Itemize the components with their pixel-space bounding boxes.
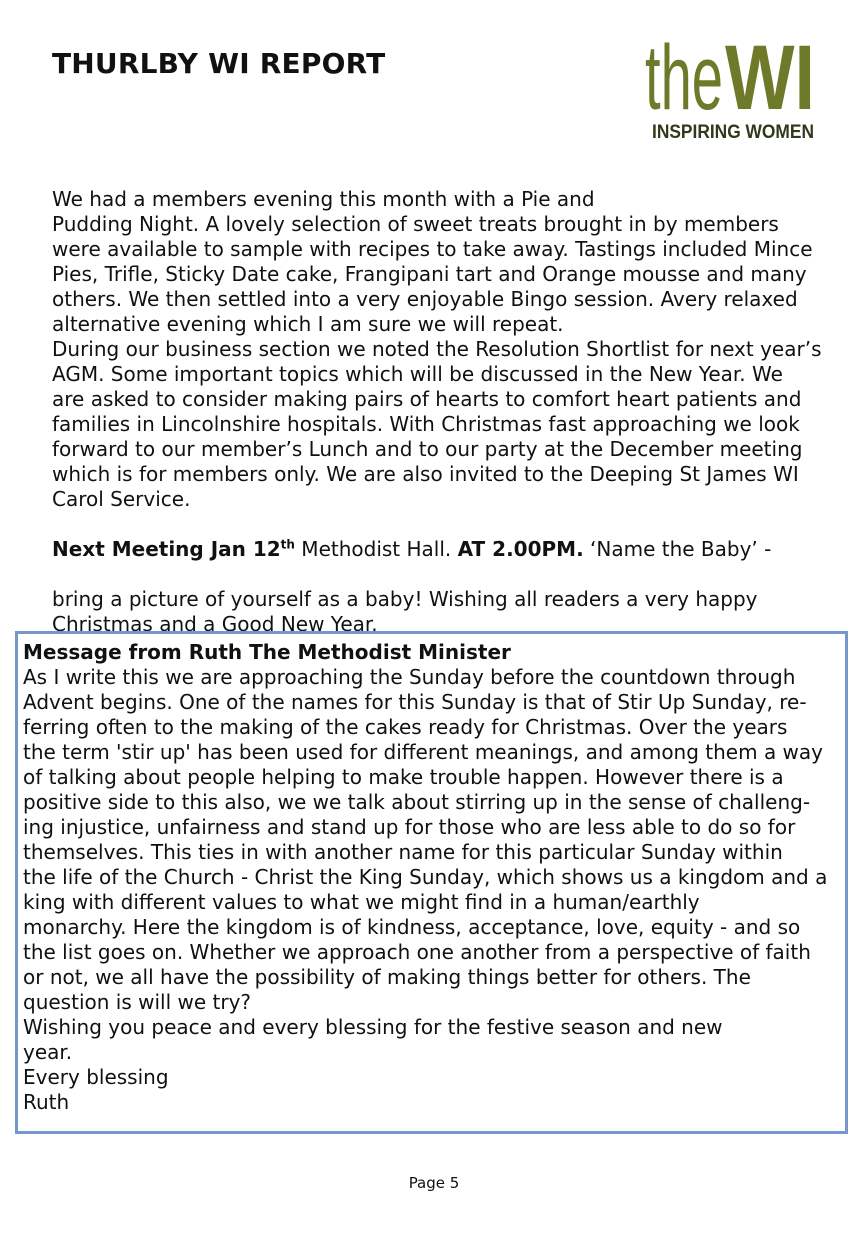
report-line: forward to our member’s Lunch and to our party at the December meeting — [52, 437, 803, 461]
report-line: Carol Service. — [52, 487, 191, 511]
report-title: THURLBY WI REPORT — [52, 47, 386, 80]
message-line: ing injustice, unfairness and stand up for those who are less able to do so for — [23, 815, 796, 839]
next-meeting-label: Next Meeting Jan 12 — [52, 537, 281, 561]
message-line: Every blessing — [23, 1065, 169, 1089]
page-number: Page 5 — [408, 1174, 460, 1192]
message-line: Ruth — [23, 1090, 70, 1114]
report-line: We had a members evening this month with a Pie and — [52, 187, 595, 211]
message-line: the life of the Church - Christ the King Sunday, which shows us a kingdom and a — [23, 865, 828, 889]
message-line: or not, we all have the possibility of making things better for others. The — [23, 965, 751, 989]
report-line: were available to sample with recipes to take away. Tastings included Mince — [52, 237, 813, 261]
message-line: king with different values to what we might find in a human/earthly — [23, 890, 700, 914]
next-meeting-line-cont: Christmas and a Good New Year. — [52, 612, 378, 636]
message-line: year. — [23, 1040, 73, 1064]
next-meeting-continuation — [52, 587, 852, 637]
minister-message — [23, 640, 848, 1115]
next-meeting-line — [52, 537, 852, 562]
message-line: of talking about people helping to make trouble happen. However there is a — [23, 765, 784, 789]
report-line: which is for members only. We are also invited to the Deeping St James WI — [52, 462, 799, 486]
next-meeting-date-suffix: th — [280, 537, 295, 552]
report-line: families in Lincolnshire hospitals. With Christmas fast approaching we look — [52, 412, 800, 436]
message-line: As I write this we are approaching the Sunday before the countdown through — [23, 665, 796, 689]
next-meeting-time: AT 2.00PM. — [457, 537, 584, 561]
report-paragraph — [52, 187, 852, 512]
message-heading: Message from Ruth The Methodist Minister — [23, 640, 511, 664]
report-line: Pudding Night. A lovely selection of sweet treats brought in by members — [52, 212, 779, 236]
wi-logo — [645, 18, 817, 142]
message-body — [23, 665, 848, 1115]
report-line: AGM. Some important topics which will be discussed in the New Year. We — [52, 362, 783, 386]
next-meeting-topic: ‘Name the Baby’ - — [583, 537, 772, 561]
logo-word-the: the — [645, 27, 723, 129]
next-meeting-venue: Methodist Hall. — [294, 537, 458, 561]
report-body — [52, 162, 852, 662]
minister-message-box — [15, 631, 848, 1134]
message-line: positive side to this also, we we talk about stirring up in the sense of challeng- — [23, 790, 811, 814]
message-line: question is will we try? — [23, 990, 252, 1014]
message-line: monarchy. Here the kingdom is of kindness, acceptance, love, equity - and so — [23, 915, 801, 939]
message-line: Wishing you peace and every blessing for the festive season and new — [23, 1015, 723, 1039]
report-line: During our business section we noted the Resolution Shortlist for next year’s — [52, 337, 822, 361]
message-line: ferring often to the making of the cakes ready for Christmas. Over the years — [23, 715, 788, 739]
report-line: are asked to consider making pairs of hearts to comfort heart patients and — [52, 387, 802, 411]
next-meeting-line-cont: bring a picture of yourself as a baby! Wishing all readers a very happy — [52, 587, 758, 611]
message-line: Advent begins. One of the names for this Sunday is that of Stir Up Sunday, re- — [23, 690, 807, 714]
report-line: others. We then settled into a very enjoyable Bingo session. Avery relaxed — [52, 287, 798, 311]
logo-tagline: INSPIRING WOMEN — [652, 122, 814, 142]
message-line: the term 'stir up' has been used for different meanings, and among them a way — [23, 740, 824, 764]
message-line: themselves. This ties in with another name for this particular Sunday within — [23, 840, 783, 864]
report-line: alternative evening which I am sure we will repeat. — [52, 312, 564, 336]
message-line: the list goes on. Whether we approach one another from a perspective of faith — [23, 940, 811, 964]
logo-word-wi: WI — [725, 27, 815, 129]
report-line: Pies, Trifle, Sticky Date cake, Frangipani tart and Orange mousse and many — [52, 262, 807, 286]
